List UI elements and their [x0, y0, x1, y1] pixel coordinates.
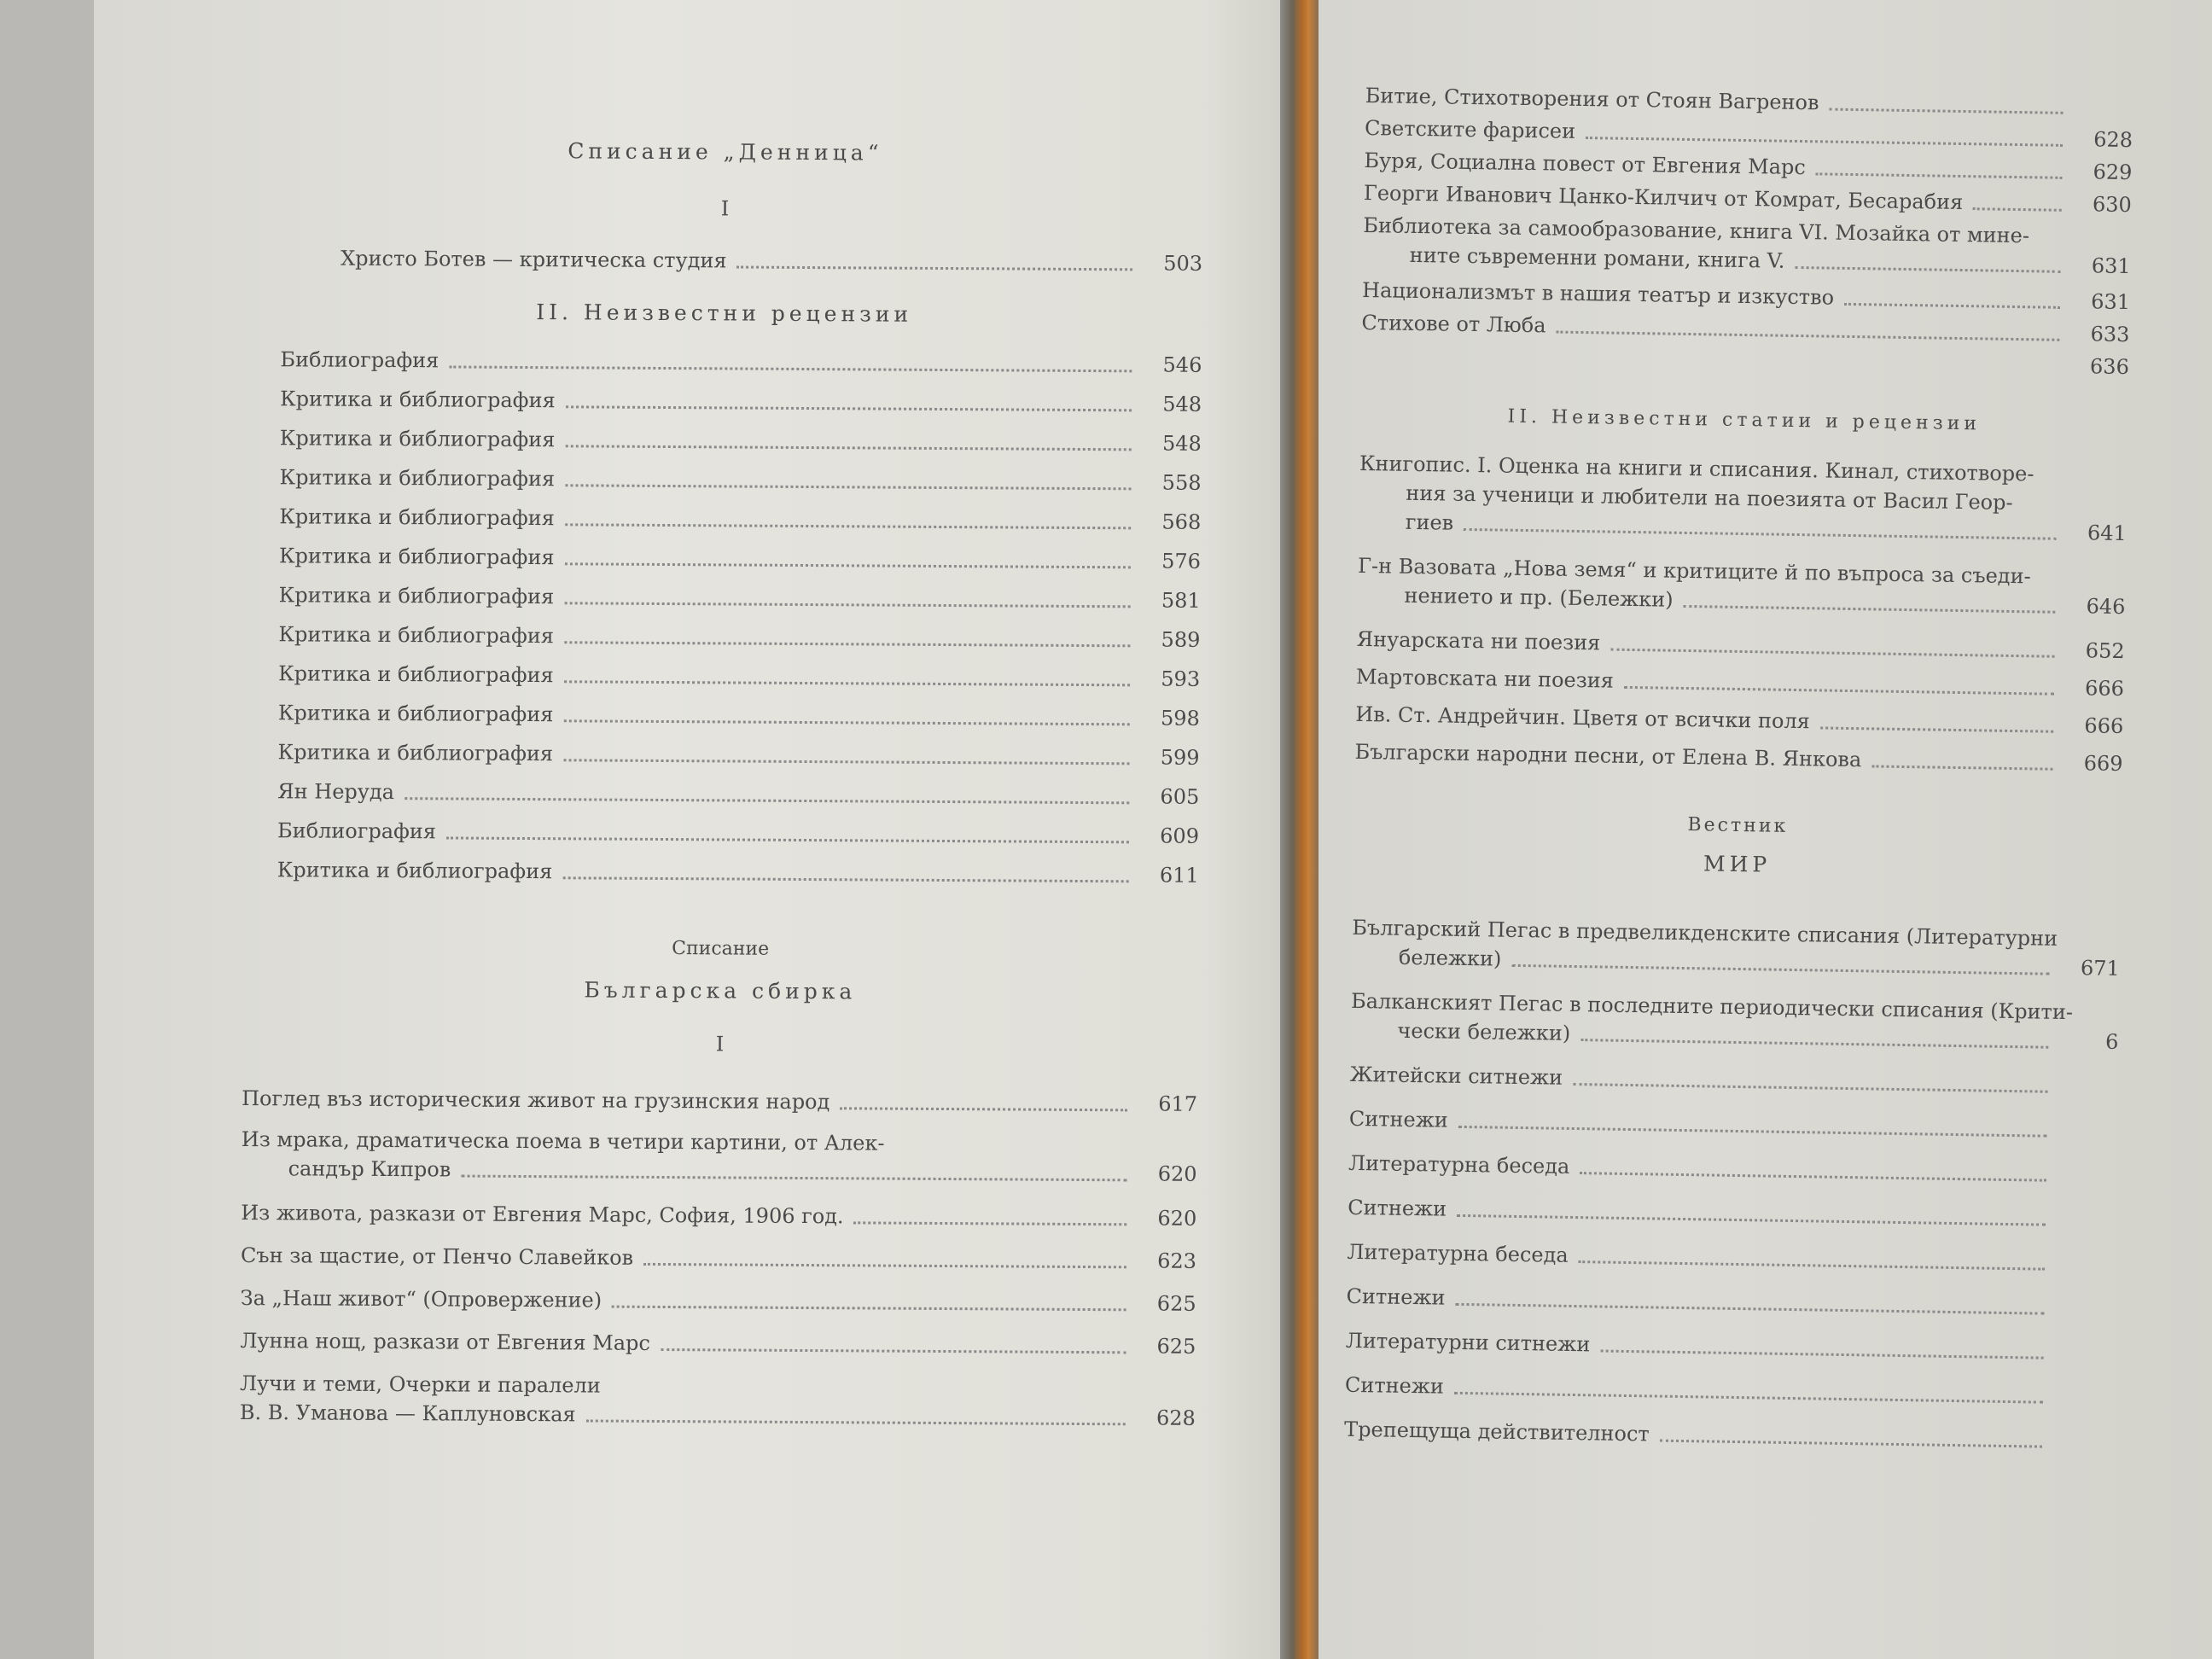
- toc-entry: [1349, 1060, 2117, 1101]
- toc-entry-title-line1: Балканският Пегас в последните периодически списания (Крити-: [1350, 988, 2074, 1025]
- toc-entry-page: 633: [2090, 322, 2130, 347]
- section-label-newspaper: Вестник: [1687, 814, 1789, 837]
- toc-list-mir: [1350, 913, 2120, 1057]
- toc-entry: [1354, 737, 2122, 778]
- section-roman-one: I: [720, 196, 730, 221]
- toc-entry: [341, 244, 1202, 278]
- toc-entry-page: 652: [2085, 638, 2125, 664]
- toc-entry: [241, 1241, 1196, 1276]
- toc-entry: [278, 659, 1200, 694]
- section-title-mir: МИР: [1703, 851, 1772, 877]
- toc-entry-page: 589: [1161, 627, 1201, 652]
- toc-entry: [1344, 1415, 2112, 1456]
- dot-leader: [1556, 331, 2059, 341]
- toc-entry-title-line1: Лучи и теми, Очерки и паралели: [239, 1371, 601, 1398]
- toc-entry: [1345, 1371, 2113, 1412]
- toc-entry-multiline: [1359, 449, 2128, 548]
- toc-list-articles-b: [1354, 625, 2124, 778]
- toc-entry-title: Литературни ситнежи: [1345, 1328, 1591, 1357]
- toc-entry-title: Критика и библиография: [277, 740, 554, 766]
- toc-entry-title: Светските фарисеи: [1364, 115, 1576, 143]
- toc-list-sbirka-last: [240, 1369, 1196, 1433]
- toc-entry-page: 548: [1162, 392, 1202, 416]
- toc-list-sbirka-b: [240, 1198, 1196, 1361]
- toc-entry: [1356, 662, 2124, 703]
- toc-entry: [280, 345, 1202, 380]
- toc-entry-title: Лунна нощ, разкази от Евгения Марс: [240, 1328, 650, 1355]
- dot-leader: [446, 836, 1129, 843]
- toc-entry: [241, 1284, 1196, 1318]
- right-page: [1318, 0, 2212, 1659]
- toc-entry-page: [2053, 1411, 2113, 1412]
- left-page-content: [240, 137, 1203, 1433]
- toc-entry: [277, 816, 1199, 851]
- section-title-dennitsa: Списание „Денница“: [568, 138, 883, 166]
- dot-leader: [1511, 964, 2049, 975]
- toc-entry: [241, 1198, 1196, 1233]
- toc-entry-page: 625: [1156, 1291, 1196, 1316]
- toc-list-library: [1363, 211, 2132, 281]
- toc-entry-title: Ян Неруда: [277, 779, 395, 805]
- toc-entry-multiline: [1363, 211, 2132, 281]
- toc-entry-title: Критика и библиография: [276, 858, 553, 884]
- toc-entry-page: 666: [2084, 676, 2125, 701]
- dot-leader: [736, 266, 1132, 271]
- toc-entry-page: [2073, 121, 2133, 122]
- right-page-content: [1344, 81, 2133, 1456]
- toc-entry-title: гиев: [1405, 509, 1454, 535]
- toc-entry-title: Критика и библиография: [278, 622, 555, 649]
- dot-leader: [1829, 108, 2063, 114]
- dot-leader: [564, 602, 1130, 608]
- toc-entry-page: 666: [2084, 713, 2124, 739]
- toc-entry-page: 617: [1158, 1091, 1198, 1116]
- dot-leader: [1464, 528, 2057, 540]
- toc-entry-title: Библиография: [280, 347, 439, 373]
- toc-entry-page: 611: [1159, 863, 1199, 888]
- toc-entry-page: 631: [2091, 289, 2131, 315]
- toc-list-dennitsa-i: [247, 243, 1202, 278]
- toc-entry: [277, 855, 1199, 890]
- toc-entry-title: За „Наш живот“ (Опровержение): [240, 1285, 602, 1313]
- toc-entry: [1348, 1149, 2116, 1190]
- dot-leader: [1660, 1440, 2042, 1448]
- toc-entry-page: 636: [2089, 354, 2130, 380]
- toc-entry-page: [2054, 1322, 2114, 1323]
- toc-entry: [1355, 700, 2123, 741]
- toc-entry-title-line2: ния за ученици и любители на поезията от Васил Геор-: [1406, 480, 2013, 515]
- dot-leader: [1579, 1260, 2046, 1271]
- toc-entry-page: [2058, 1100, 2117, 1101]
- dot-leader: [840, 1107, 1127, 1111]
- toc-entry-title: Критика и библиография: [280, 387, 556, 413]
- dot-leader: [1580, 1172, 2046, 1182]
- toc-entry: [277, 737, 1199, 772]
- toc-entry-title-line1: Г-н Вазовата „Нова земя“ и критиците й по въпроса за съеди-: [1357, 553, 2031, 589]
- toc-entry-page: [2052, 1455, 2112, 1456]
- toc-entry-page: 599: [1160, 745, 1200, 770]
- toc-entry-multiline: [1357, 551, 2126, 621]
- toc-entry-title: Литературна беседа: [1348, 1150, 1570, 1179]
- toc-entry-title: Критика и библиография: [279, 504, 555, 531]
- toc-list-mir-b: [1344, 1060, 2118, 1456]
- toc-entry-title: Битие, Стихотворения от Стоян Вагренов: [1365, 83, 1819, 115]
- section-subtitle-articles: II. Неизвестни статии и рецензии: [1507, 405, 1982, 435]
- section-title-bulgarska-sbirka: Българска сбирка: [584, 977, 857, 1004]
- toc-entry-title: Критика и библиография: [278, 583, 555, 609]
- toc-entry-line2: [240, 1398, 1196, 1433]
- toc-entry-multiline: [1352, 913, 2121, 983]
- dot-leader: [1455, 1303, 2044, 1315]
- toc-entry-page: 6: [2104, 1029, 2119, 1054]
- toc-entry: [278, 620, 1200, 655]
- dot-leader: [461, 1175, 1126, 1182]
- dot-leader: [1586, 137, 2063, 147]
- toc-entry-title-line1: Библиотека за самообразование, книга VI. Мозайка от мине-: [1363, 212, 2030, 248]
- toc-entry-multiline: [1350, 987, 2119, 1057]
- dot-leader: [643, 1263, 1126, 1268]
- toc-entry: [279, 502, 1201, 537]
- toc-entry-page: 671: [2080, 956, 2120, 981]
- toc-entry-page: 669: [2083, 751, 2123, 777]
- toc-entry: [242, 1084, 1197, 1119]
- toc-entry-title: Мартовската ни поезия: [1355, 664, 1615, 693]
- toc-entry: [1348, 1193, 2116, 1234]
- toc-entry: [280, 423, 1202, 458]
- dot-leader: [1458, 1126, 2047, 1138]
- toc-entry-title: Ив. Ст. Андрейчин. Цветя от всички поля: [1355, 701, 1811, 734]
- toc-entry-line2: [242, 1154, 1197, 1189]
- dot-leader: [1795, 266, 2060, 273]
- toc-entry-title: Литературна беседа: [1347, 1239, 1569, 1267]
- toc-entry-title: В. В. Уманова — Каплуновская: [239, 1400, 576, 1427]
- dot-leader: [1457, 1214, 2046, 1226]
- toc-entry-page: 623: [1157, 1249, 1197, 1273]
- toc-entry-title: чески бележки): [1397, 1018, 1571, 1045]
- toc-entry-title: Трепещуща действителност: [1343, 1417, 1650, 1447]
- toc-entry: [1349, 1104, 2117, 1145]
- toc-entry-title: Стихове от Люба: [1361, 310, 1546, 338]
- toc-entry: [1347, 1237, 2115, 1278]
- dot-leader: [1573, 1083, 2047, 1093]
- toc-entry-title: бележки): [1398, 945, 1502, 971]
- toc-entry: [1356, 625, 2124, 666]
- toc-entry-title: Ситнежи: [1346, 1284, 1446, 1310]
- dot-leader: [854, 1221, 1127, 1225]
- toc-entry-page: 581: [1161, 588, 1201, 613]
- dot-leader: [1683, 605, 2055, 614]
- toc-list-right-top: [1364, 81, 2133, 219]
- section-label-magazine: Списание: [672, 938, 770, 960]
- section-subtitle-reviews: II. Неизвестни рецензии: [536, 300, 913, 327]
- toc-entry-title: Поглед въз историческия живот на грузинския народ: [242, 1086, 830, 1115]
- toc-entry: [279, 463, 1201, 498]
- toc-entry-title: ните съвременни романи, книга V.: [1409, 242, 1785, 273]
- dot-leader: [565, 523, 1131, 529]
- toc-list-right-top-b: [1361, 276, 2130, 349]
- toc-entry-title-line1: Из мрака, драматическа поема в четири картини, от Алек-: [241, 1126, 885, 1155]
- toc-entry-page: 568: [1161, 509, 1202, 534]
- dot-leader: [1844, 303, 2060, 309]
- toc-entry-title-line1: Българский Пегас в предвеликденските списания (Литературни: [1352, 915, 2058, 951]
- dot-leader: [612, 1306, 1126, 1312]
- dot-leader: [565, 445, 1131, 451]
- dot-leader: [1871, 765, 2052, 770]
- toc-entry-title: Януарската ни поезия: [1356, 626, 1601, 655]
- toc-entry-title: Буря, Социална повест от Евгения Марс: [1364, 148, 1807, 180]
- toc-entry-page: 548: [1161, 431, 1202, 456]
- toc-entry-title: Ситнежи: [1348, 1195, 1447, 1221]
- toc-entry-page: 641: [2087, 521, 2128, 546]
- dot-leader: [449, 365, 1132, 372]
- dot-leader: [564, 641, 1130, 647]
- toc-entry-page: 628: [1155, 1406, 1196, 1430]
- toc-entry-title: Библиография: [276, 818, 437, 844]
- toc-entry-title: Национализмът в нашия театър и изкуство: [1361, 277, 1835, 310]
- toc-entry-title: Ситнежи: [1344, 1372, 1445, 1399]
- toc-entry-page: 646: [2086, 594, 2126, 620]
- toc-entry-title: нението и пр. (Бележки): [1404, 583, 1674, 612]
- dot-leader: [563, 759, 1129, 765]
- toc-entry-multiline: [240, 1369, 1196, 1433]
- dot-leader: [564, 680, 1130, 686]
- toc-entry-page: [2057, 1189, 2116, 1190]
- toc-entry-page: 631: [2091, 253, 2131, 279]
- toc-entry-title: Христо Ботев — критическа студия: [341, 246, 727, 273]
- toc-list-sbirka: [242, 1084, 1198, 1189]
- toc-entry-title: сандър Кипров: [288, 1156, 451, 1182]
- toc-entry-page: [2053, 1366, 2113, 1367]
- toc-entry-title: Критика и библиография: [278, 661, 554, 688]
- toc-entry: [240, 1326, 1196, 1361]
- dot-leader: [1610, 649, 2054, 658]
- toc-entry-page: 625: [1156, 1334, 1196, 1359]
- toc-entry: [279, 541, 1201, 576]
- toc-entry-title: Критика и библиография: [278, 544, 555, 570]
- dot-leader: [1454, 1392, 2043, 1404]
- toc-entry-page: 598: [1160, 706, 1200, 731]
- dot-leader: [1580, 1039, 2048, 1049]
- toc-entry-title: Български народни песни, от Елена В. Янкова: [1354, 739, 1862, 772]
- toc-entry-page: 620: [1157, 1161, 1197, 1186]
- dot-leader: [1624, 686, 2054, 696]
- toc-entry-title: Житейски ситнежи: [1349, 1062, 1563, 1090]
- dot-leader: [563, 719, 1129, 725]
- toc-entry: [278, 698, 1200, 733]
- dot-leader: [1973, 207, 2062, 212]
- toc-entry-page: 576: [1161, 549, 1202, 573]
- toc-entry-page: [2056, 1233, 2116, 1234]
- dot-leader: [565, 484, 1131, 490]
- dot-leader: [562, 876, 1128, 882]
- toc-entry: [279, 580, 1201, 615]
- toc-entry-title: Критика и библиография: [277, 701, 554, 727]
- dot-leader: [1816, 172, 2063, 179]
- toc-entry-title: Ситнежи: [1348, 1106, 1449, 1132]
- toc-entry-page: 558: [1161, 470, 1202, 495]
- dot-leader: [564, 562, 1130, 568]
- toc-entry-page: 609: [1160, 824, 1200, 848]
- toc-entry-title: Критика и библиография: [279, 426, 556, 452]
- toc-entry: [277, 777, 1199, 812]
- toc-entry-page: [2058, 1144, 2117, 1145]
- toc-entry-title: Из живота, разкази от Евгения Марс, София, 1906 год.: [241, 1200, 844, 1229]
- section-roman-one-b: I: [715, 1032, 725, 1057]
- toc-entry-title-line1: Книгопис. I. Оценка на книги и списания. Кинал, стихотворе-: [1359, 451, 2034, 486]
- dot-leader: [586, 1419, 1126, 1425]
- toc-entry-page: 630: [2092, 192, 2133, 218]
- left-page: [94, 0, 1297, 1659]
- toc-entry-title: Сън за щастие, от Пенчо Славейков: [240, 1243, 634, 1270]
- dot-leader: [405, 797, 1129, 804]
- dot-leader: [1600, 1350, 2043, 1359]
- toc-entry-page: 546: [1162, 352, 1202, 377]
- dot-leader: [661, 1348, 1126, 1353]
- toc-entry-multiline: [242, 1125, 1197, 1189]
- toc-entry-page: 605: [1160, 784, 1200, 809]
- toc-entry-page: 620: [1157, 1206, 1197, 1231]
- toc-entry-title: Критика и библиография: [279, 465, 556, 492]
- toc-entry-title: Георги Иванович Цанко-Килчич от Комрат, Бесарабия: [1363, 180, 1964, 215]
- toc-entry-page: 629: [2093, 160, 2133, 185]
- toc-list-reviews: [243, 345, 1202, 890]
- toc-entry: [280, 384, 1202, 419]
- toc-entry-page: 593: [1161, 667, 1201, 691]
- dot-leader: [566, 405, 1132, 411]
- toc-entry: [1346, 1326, 2114, 1367]
- toc-entry-page: 628: [2093, 127, 2133, 153]
- dot-leader: [1820, 726, 2053, 732]
- book-spine: [1280, 0, 1321, 1659]
- toc-entry: [1346, 1282, 2114, 1323]
- toc-list-articles: [1357, 449, 2128, 621]
- toc-entry-page: 503: [1163, 251, 1203, 276]
